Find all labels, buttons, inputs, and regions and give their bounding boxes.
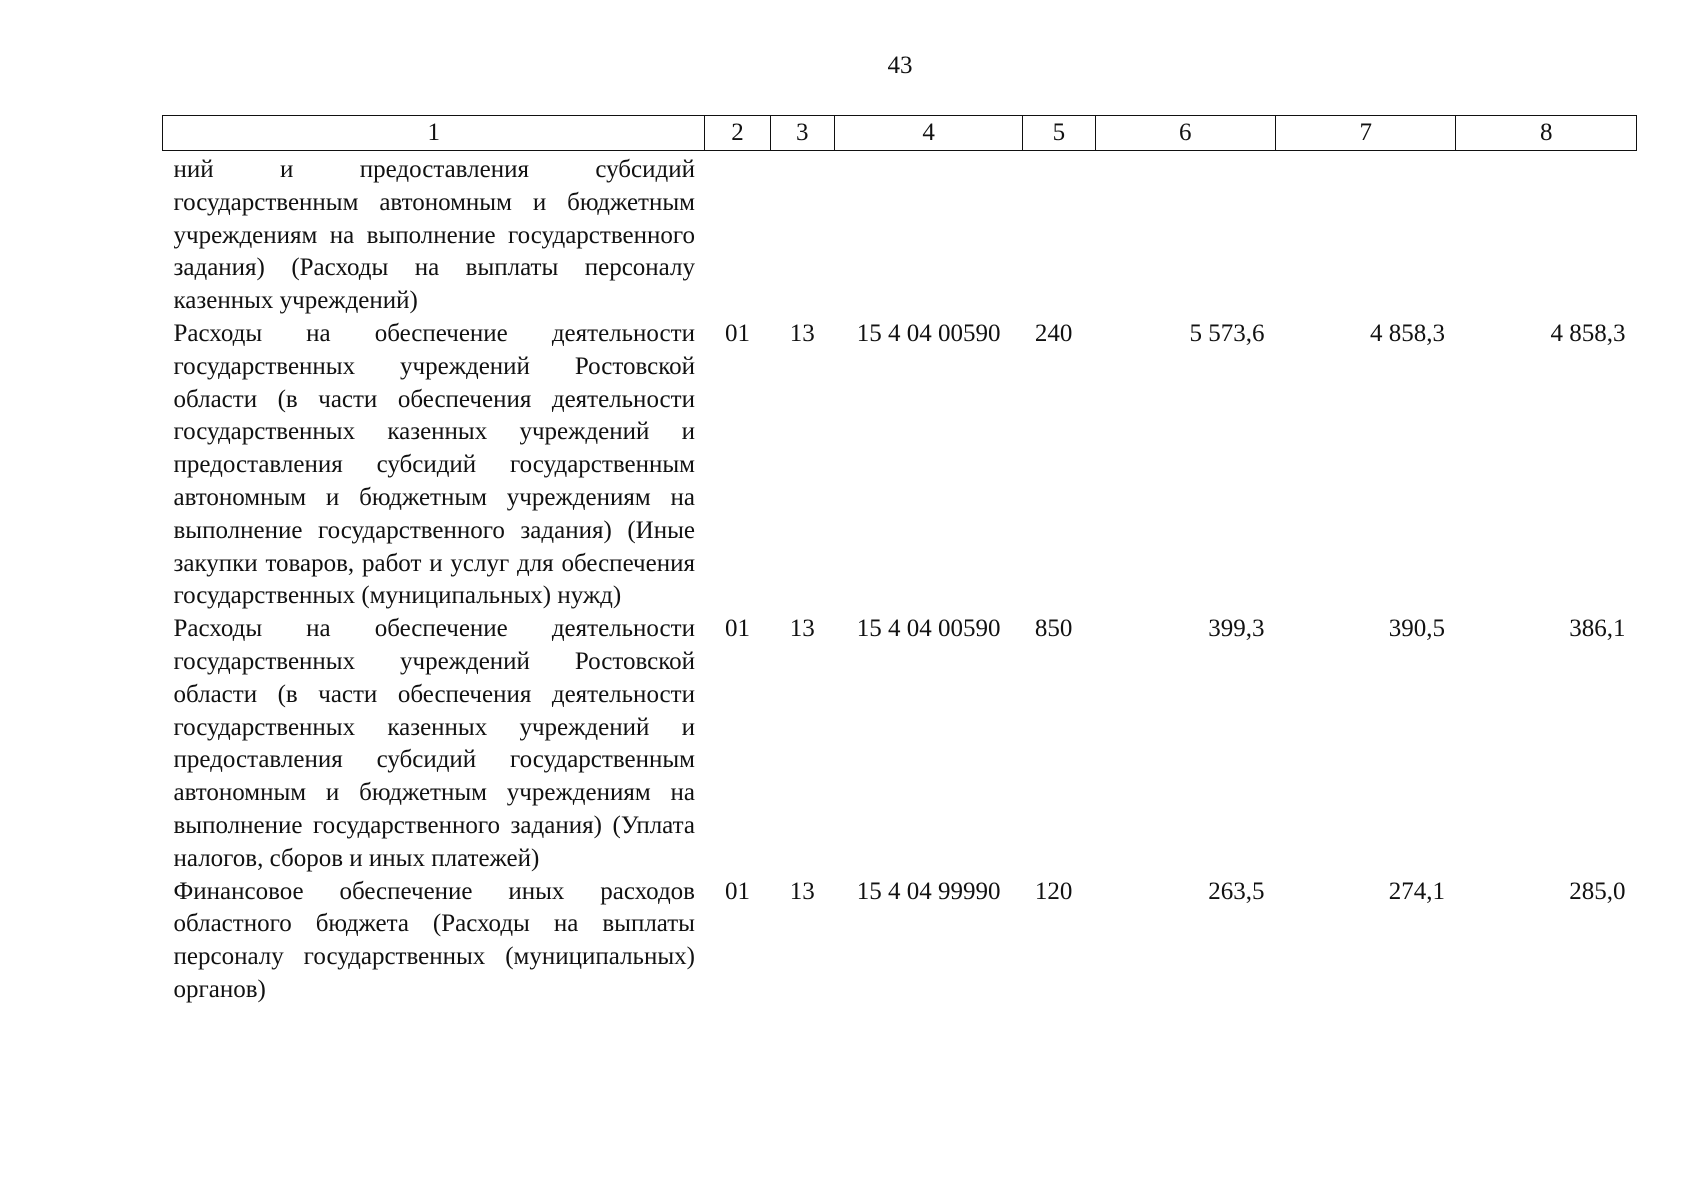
header-cell-3: 3 <box>770 116 834 151</box>
row-expense-type: 120 <box>1034 877 1073 905</box>
header-cell-8: 8 <box>1456 116 1637 151</box>
header-cell-4: 4 <box>834 116 1023 151</box>
row-amount-3: 4 858,3 <box>1550 319 1626 347</box>
row-subsection: 13 <box>789 615 815 643</box>
row-subsection <box>770 151 834 318</box>
table-row <box>163 876 1637 1007</box>
row-section: 01 <box>725 319 751 347</box>
row-subsection: 13 <box>789 319 815 347</box>
row-expense-type: 850 <box>1034 615 1073 643</box>
table-row <box>163 318 1637 613</box>
row-target-article: 15 4 04 00590 <box>856 319 1001 347</box>
row-description: Расходы на обеспечение деятельности государственных учреждений Ростовской области (в части обеспечения деятельности государственных казенных учреждений и предоставления субсидий государственным автономным и бюджетным учреждениям на выполнение государственного задания) (Уплата налогов, сборов и иных платежей) <box>173 615 695 872</box>
row-amount-2: 4 858,3 <box>1369 319 1445 347</box>
header-cell-1: 1 <box>163 116 705 151</box>
row-amount-1: 263,5 <box>1208 877 1265 905</box>
row-amount-3 <box>1456 151 1637 318</box>
row-target-article: 15 4 04 00590 <box>856 615 1001 643</box>
row-amount-2: 390,5 <box>1388 615 1445 643</box>
page-number: 43 <box>887 52 913 79</box>
row-description: Расходы на обеспечение деятельности государственных учреждений Ростовской области (в части обеспечения деятельности государственных казенных учреждений и предоставления субсидий государственным автономным и бюджетным учреждениям на выполнение государственного задания) (Иные закупки товаров, работ и услуг для обеспечения государственных (муниципальных) нужд) <box>173 319 695 610</box>
row-description: Финансовое обеспечение иных расходов областного бюджета (Расходы на выплаты персоналу государственных (муниципальных) органов) <box>173 877 695 1003</box>
budget-table <box>162 115 1637 1007</box>
row-target-article: 15 4 04 99990 <box>856 877 1001 905</box>
header-cell-7: 7 <box>1275 116 1455 151</box>
row-amount-1 <box>1095 151 1275 318</box>
row-amount-1: 5 573,6 <box>1189 319 1265 347</box>
table-header <box>163 116 1637 151</box>
table-row <box>163 613 1637 875</box>
row-amount-1: 399,3 <box>1208 615 1265 643</box>
header-cell-2: 2 <box>705 116 770 151</box>
row-section: 01 <box>725 877 751 905</box>
row-expense-type: 240 <box>1034 319 1073 347</box>
row-amount-3: 386,1 <box>1569 615 1626 643</box>
row-section <box>705 151 770 318</box>
row-section: 01 <box>725 615 751 643</box>
table-body <box>163 151 1637 1007</box>
row-amount-2: 274,1 <box>1388 877 1445 905</box>
row-amount-2 <box>1275 151 1455 318</box>
row-amount-3: 285,0 <box>1569 877 1626 905</box>
row-target-article <box>834 151 1023 318</box>
header-row <box>163 116 1637 151</box>
row-description: ний и предоставления субсидий государственным автономным и бюджетным учреждениям на выполнение государственного задания) (Расходы на выплаты персоналу казенных учреждений) <box>173 156 695 315</box>
table-row <box>163 151 1637 318</box>
row-subsection: 13 <box>789 877 815 905</box>
header-cell-5: 5 <box>1023 116 1095 151</box>
row-expense-type <box>1023 151 1095 318</box>
header-cell-6: 6 <box>1095 116 1275 151</box>
